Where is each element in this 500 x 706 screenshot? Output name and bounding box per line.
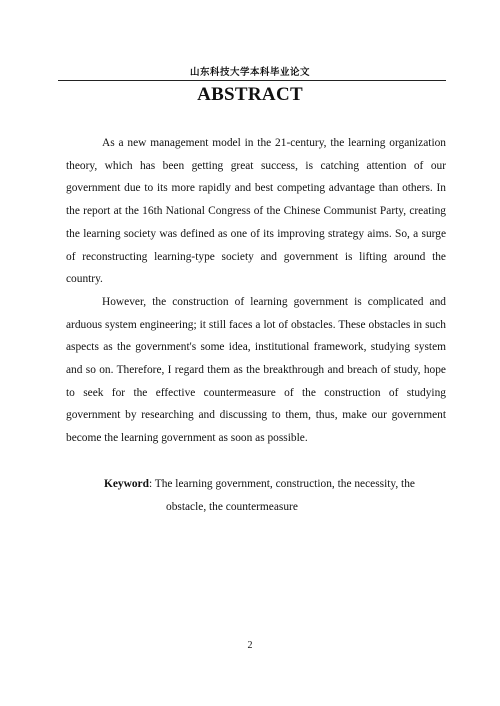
keyword-line-2: obstacle, the countermeasure [166, 500, 298, 513]
running-header: 山东科技大学本科毕业论文 [189, 67, 310, 78]
header-divider [58, 80, 446, 81]
keyword-list: The learning government, construction, the necessity, the [154, 478, 415, 490]
abstract-paragraph-2: However, the construction of learning government is complicated and arduous system engineering; it still faces a lot of obstacles. These obstacles in such aspects as the government's some idea, institutional framework, studying system and so on. Therefore, I regard them as the breakthrough and breach of study, hope to seek for the effective countermeasure of the construction of studying government by researching and discussing to them, thus, make our government become the learning government as soon as possible. [66, 295, 446, 445]
page-title: ABSTRACT [197, 84, 303, 105]
keyword-label: Keyword [104, 478, 149, 490]
keyword-block [104, 473, 446, 518]
abstract-body [66, 132, 446, 450]
page-number: 2 [247, 640, 253, 651]
keyword-line-1 [104, 473, 446, 496]
abstract-paragraph-1: As a new management model in the 21-century, the learning organization theory, which has been getting great success, is catching attention of our government due to its more rapidly and best competing advantage than others. In the report at the 16th National Congress of the Chinese Communist Party, creating the learning society was defined as one of its improving strategy aims. So, a surge of reconstructing learning-type society and government is lifting around the country. [66, 137, 446, 286]
keyword-separator: : [148, 478, 155, 490]
